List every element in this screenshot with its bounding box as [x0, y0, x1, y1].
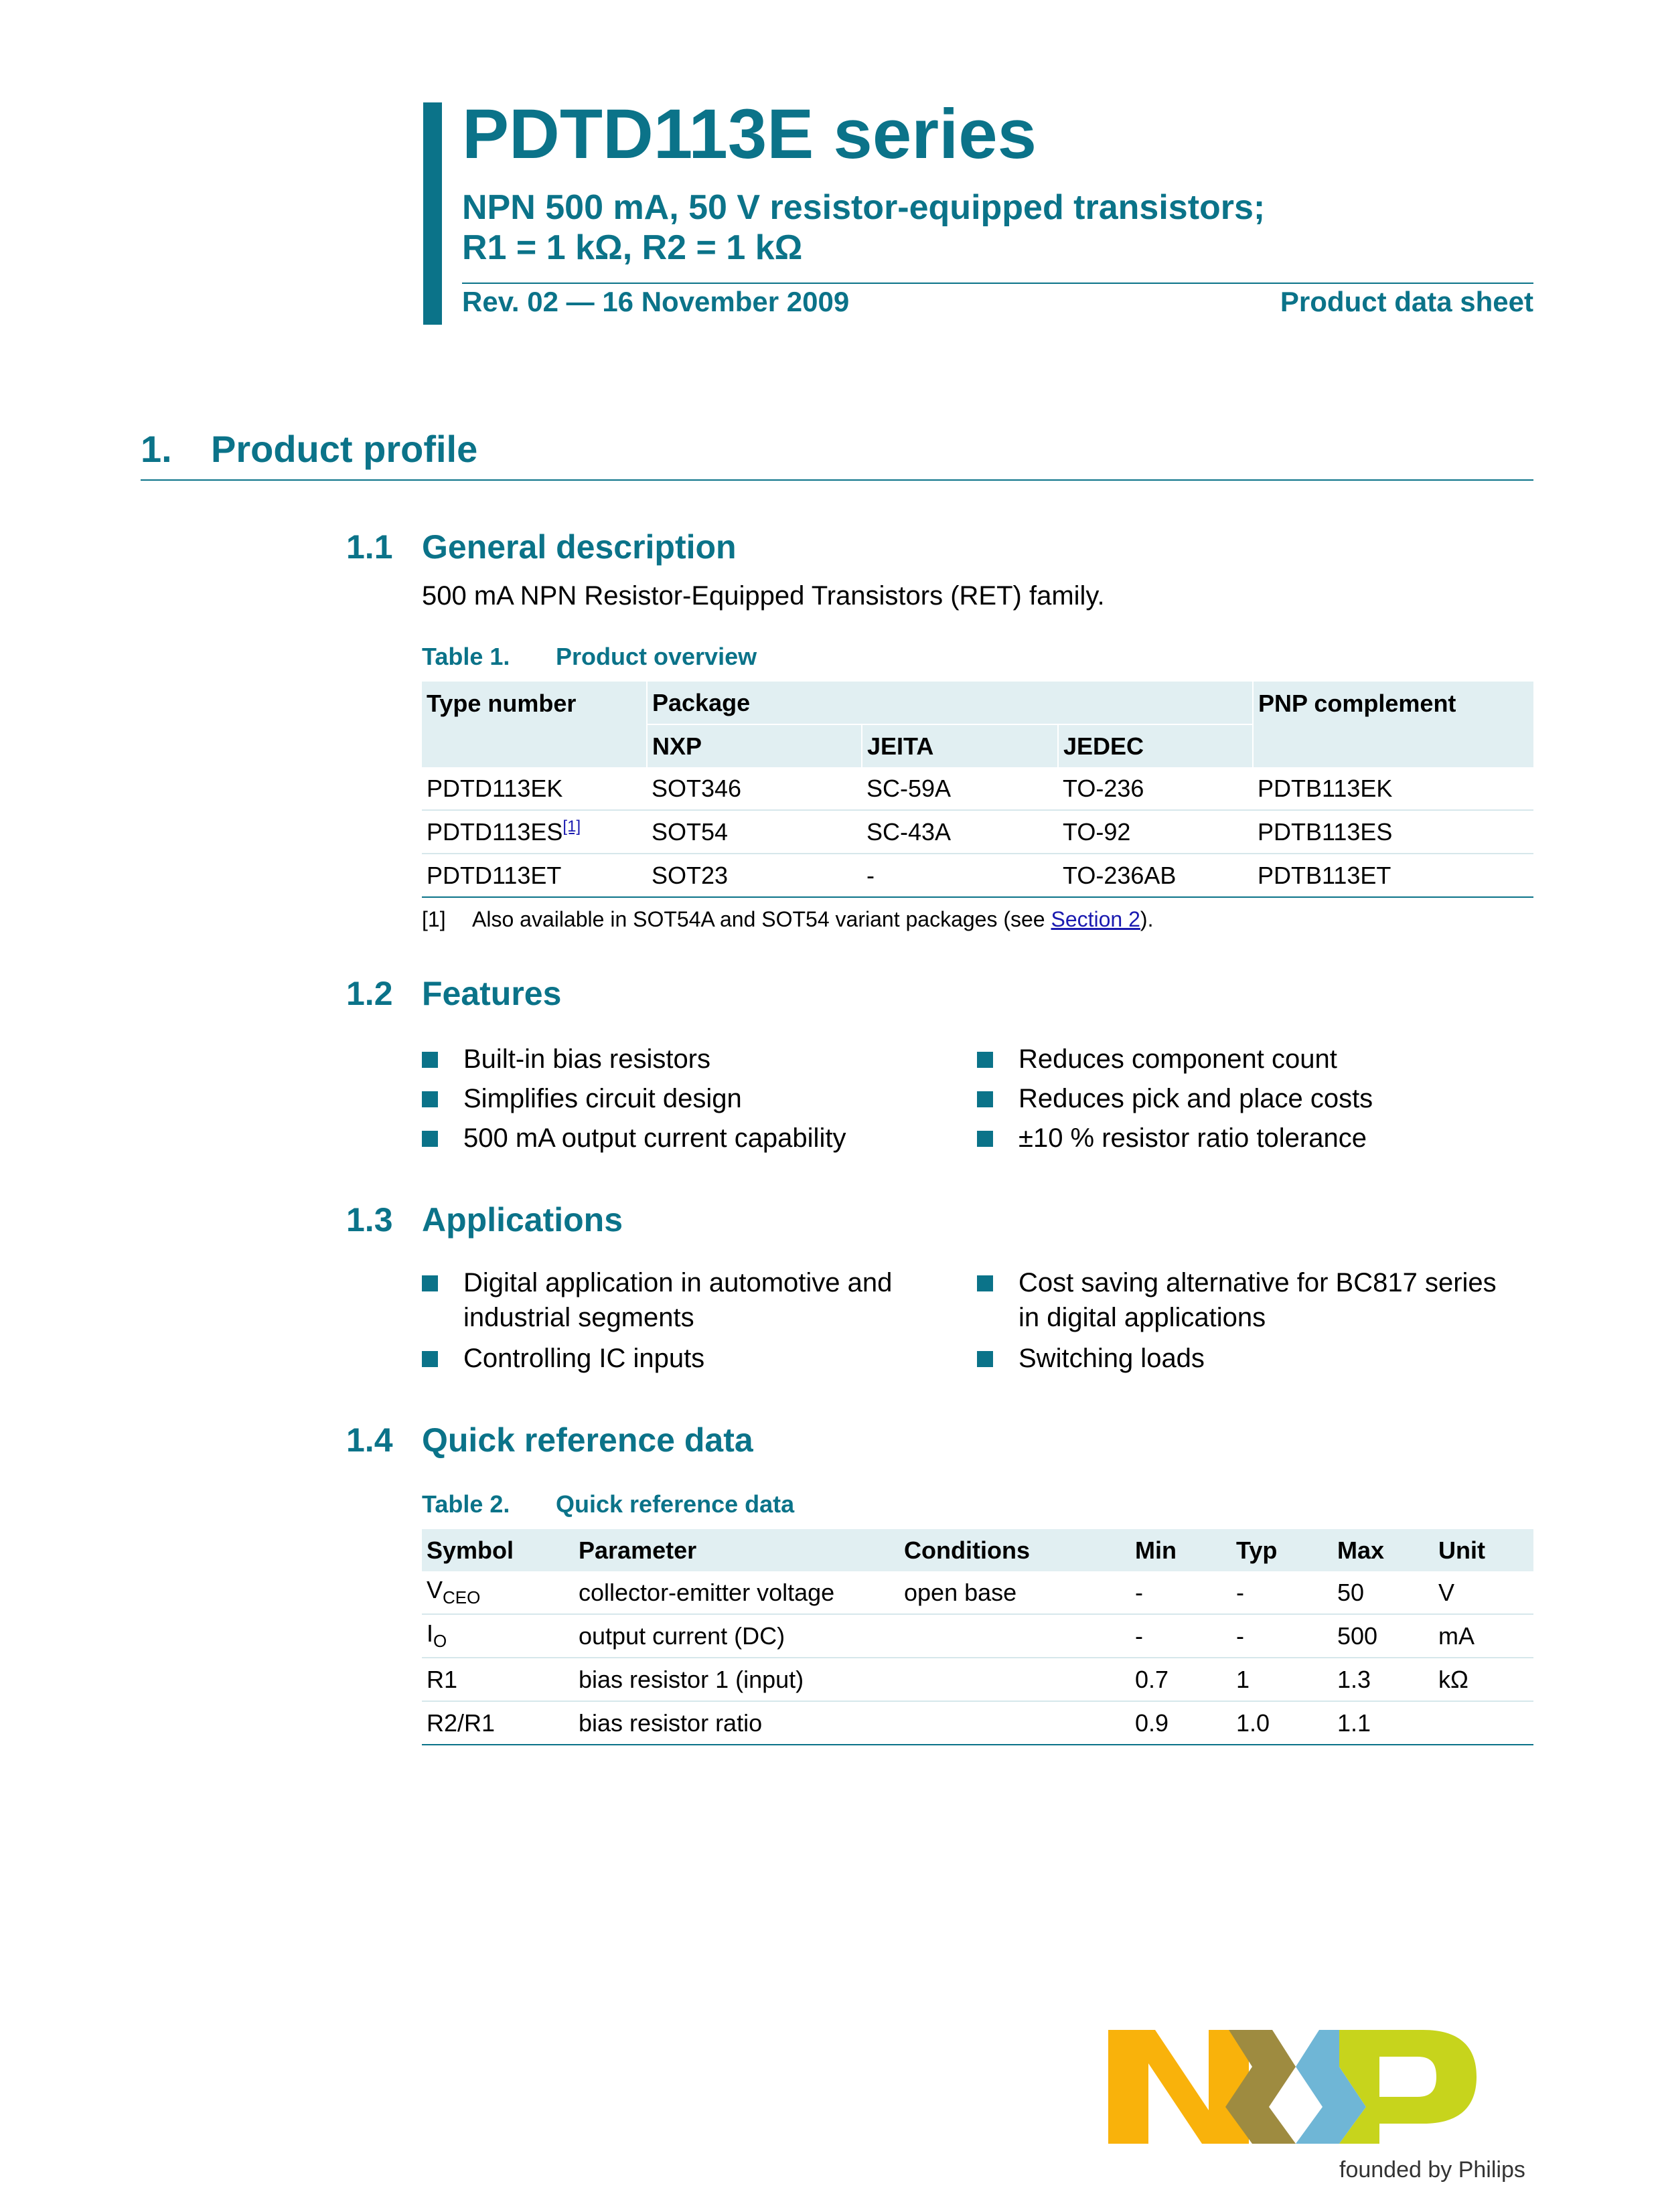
list-item-text: Switching loads — [1018, 1344, 1205, 1373]
quick-reference-table — [422, 1529, 1533, 1745]
list-item — [977, 1265, 1533, 1335]
subsection-title: General description — [422, 528, 737, 566]
subtitle-line-2: R1 = 1 kΩ, R2 = 1 kΩ — [462, 228, 803, 267]
cell-symbol: R1 — [422, 1658, 574, 1701]
list-item-text: Reduces pick and place costs — [1018, 1084, 1373, 1113]
applications-list-right — [977, 1265, 1533, 1378]
bullet-square-icon — [977, 1131, 993, 1147]
list-item-text: Simplifies circuit design — [463, 1084, 742, 1113]
cell-typ: 1.0 — [1231, 1701, 1333, 1745]
cell-pnp: PDTB113EK — [1253, 767, 1533, 810]
table-title: Product overview — [556, 643, 757, 670]
cell-max: 1.1 — [1333, 1701, 1434, 1745]
revision-date: Rev. 02 — 16 November 2009 — [462, 286, 850, 317]
list-item — [977, 1040, 1533, 1079]
applications-list-left — [422, 1265, 958, 1378]
header-symbol: Symbol — [422, 1529, 574, 1571]
section-rule — [141, 479, 1533, 481]
cell-pnp: PDTB113ES — [1253, 810, 1533, 854]
cell-unit: V — [1434, 1571, 1533, 1614]
logo-letter-n — [1108, 2030, 1249, 2144]
subsection-number: 1.1 — [346, 528, 393, 566]
table-label: Table 1. — [422, 643, 510, 670]
header-parameter: Parameter — [574, 1529, 899, 1571]
footnote-ref-link[interactable]: [1] — [562, 817, 581, 836]
table2-caption — [422, 1490, 794, 1518]
table-row — [422, 1614, 1533, 1658]
table-row — [422, 854, 1533, 897]
cell-conditions: open base — [899, 1571, 1130, 1614]
list-item — [422, 1079, 958, 1119]
list-item-text: Reduces component count — [1018, 1044, 1337, 1074]
cell-type: PDTD113EK — [422, 767, 647, 810]
cell-nxp: SOT23 — [647, 854, 862, 897]
table1-footnote — [422, 907, 1153, 932]
cell-parameter: bias resistor 1 (input) — [574, 1658, 899, 1701]
header-min: Min — [1130, 1529, 1231, 1571]
bullet-square-icon — [422, 1275, 438, 1291]
cell-parameter: collector-emitter voltage — [574, 1571, 899, 1614]
subsection-number: 1.4 — [346, 1421, 393, 1459]
symbol-subscript: CEO — [443, 1587, 481, 1608]
cell-parameter: output current (DC) — [574, 1614, 899, 1658]
bullet-square-icon — [422, 1131, 438, 1147]
footnote-text-end: ). — [1140, 907, 1154, 931]
list-item — [977, 1079, 1533, 1119]
cell-min: - — [1130, 1614, 1231, 1658]
cell-jedec: TO-236 — [1058, 767, 1253, 810]
bullet-square-icon — [977, 1091, 993, 1107]
cell-conditions — [899, 1658, 1130, 1701]
list-item-text: Digital application in automotive and — [463, 1268, 893, 1297]
header-max: Max — [1333, 1529, 1434, 1571]
document-subtitle — [462, 187, 1265, 268]
footnote-label: [1] — [422, 907, 446, 931]
header-accent-bar — [423, 102, 442, 325]
section-number: 1. — [141, 428, 172, 470]
cell-max: 50 — [1333, 1571, 1434, 1614]
cell-typ: - — [1231, 1571, 1333, 1614]
logo-tagline: founded by Philips — [1339, 2157, 1525, 2183]
header-jedec: JEDEC — [1058, 724, 1253, 767]
cell-nxp: SOT54 — [647, 810, 862, 854]
cell-min: 0.7 — [1130, 1658, 1231, 1701]
header-typ: Typ — [1231, 1529, 1333, 1571]
bullet-square-icon — [422, 1351, 438, 1367]
list-item-text: ±10 % resistor ratio tolerance — [1018, 1123, 1367, 1153]
section-title: Product profile — [211, 428, 478, 470]
header-type-number: Type number — [422, 682, 647, 767]
document-title: PDTD113E series — [462, 95, 1037, 173]
subsection-number: 1.3 — [346, 1201, 393, 1239]
subsection-heading-quick-reference-data — [346, 1421, 753, 1459]
cell-jeita: SC-59A — [862, 767, 1058, 810]
bullet-square-icon — [977, 1052, 993, 1068]
table-row — [422, 1701, 1533, 1745]
section-heading-product-profile — [141, 427, 477, 471]
list-item — [422, 1339, 958, 1378]
subsection-number: 1.2 — [346, 975, 393, 1012]
list-item-text: Cost saving alternative for BC817 series — [1018, 1268, 1497, 1297]
bullet-square-icon — [977, 1275, 993, 1291]
header-pnp-complement: PNP complement — [1253, 682, 1533, 767]
subsection-heading-applications — [346, 1200, 623, 1239]
cell-jeita: - — [862, 854, 1058, 897]
symbol-text: I — [427, 1620, 434, 1648]
cell-symbol — [422, 1614, 574, 1658]
cell-max: 1.3 — [1333, 1658, 1434, 1701]
footnote-text: Also available in SOT54A and SOT54 variant packages (see — [472, 907, 1051, 931]
table-row — [422, 1571, 1533, 1614]
header-nxp: NXP — [647, 724, 862, 767]
cell-conditions — [899, 1701, 1130, 1745]
cell-jeita: SC-43A — [862, 810, 1058, 854]
cell-type — [422, 810, 647, 854]
header-unit: Unit — [1434, 1529, 1533, 1571]
nxp-logo — [1108, 2030, 1537, 2191]
subsection-title: Applications — [422, 1201, 623, 1239]
table-row — [422, 767, 1533, 810]
subsection-heading-general-description — [346, 528, 737, 566]
header-conditions: Conditions — [899, 1529, 1130, 1571]
list-item — [977, 1339, 1533, 1378]
subsection-heading-features — [346, 974, 561, 1013]
cell-typ: 1 — [1231, 1658, 1333, 1701]
bullet-square-icon — [977, 1351, 993, 1367]
cell-typ: - — [1231, 1614, 1333, 1658]
type-number-text: PDTD113ES — [427, 818, 563, 846]
header-package: Package — [647, 682, 1253, 724]
cell-unit — [1434, 1701, 1533, 1745]
bullet-square-icon — [422, 1052, 438, 1068]
cell-conditions — [899, 1614, 1130, 1658]
list-item-text-continued: industrial segments — [463, 1303, 694, 1332]
header-jeita: JEITA — [862, 724, 1058, 767]
list-item-text-continued: in digital applications — [1018, 1303, 1266, 1332]
table-title: Quick reference data — [556, 1490, 795, 1518]
table-row — [422, 1658, 1533, 1701]
list-item-text: Controlling IC inputs — [463, 1344, 705, 1373]
cell-pnp: PDTB113ET — [1253, 854, 1533, 897]
list-item-text: Built-in bias resistors — [463, 1044, 711, 1074]
list-item-text: 500 mA output current capability — [463, 1123, 846, 1153]
subtitle-line-1: NPN 500 mA, 50 V resistor-equipped transistors; — [462, 188, 1266, 227]
cell-max: 500 — [1333, 1614, 1434, 1658]
general-description-text: 500 mA NPN Resistor-Equipped Transistors (RET) family. — [422, 581, 1105, 611]
document-type: Product data sheet — [1280, 286, 1533, 317]
cell-symbol — [422, 1571, 574, 1614]
subsection-title: Features — [422, 975, 562, 1012]
cell-jedec: TO-92 — [1058, 810, 1253, 854]
bullet-square-icon — [422, 1091, 438, 1107]
list-item — [422, 1119, 958, 1158]
features-list-right — [977, 1040, 1533, 1158]
cell-min: - — [1130, 1571, 1231, 1614]
product-overview-table — [422, 682, 1533, 898]
cell-parameter: bias resistor ratio — [574, 1701, 899, 1745]
table-label: Table 2. — [422, 1490, 510, 1518]
cell-min: 0.9 — [1130, 1701, 1231, 1745]
logo-letter-p — [1339, 2030, 1477, 2144]
section-2-link[interactable]: Section 2 — [1051, 907, 1140, 931]
table-row — [422, 810, 1533, 854]
cell-unit: mA — [1434, 1614, 1533, 1658]
subsection-title: Quick reference data — [422, 1421, 753, 1459]
cell-unit: kΩ — [1434, 1658, 1533, 1701]
cell-type: PDTD113ET — [422, 854, 647, 897]
cell-nxp: SOT346 — [647, 767, 862, 810]
list-item — [422, 1040, 958, 1079]
cell-symbol: R2/R1 — [422, 1701, 574, 1745]
cell-jedec: TO-236AB — [1058, 854, 1253, 897]
table1-caption — [422, 643, 757, 671]
symbol-subscript: O — [433, 1631, 447, 1652]
list-item — [977, 1119, 1533, 1158]
features-list-left — [422, 1040, 958, 1158]
list-item — [422, 1265, 958, 1335]
symbol-text: V — [427, 1576, 443, 1604]
